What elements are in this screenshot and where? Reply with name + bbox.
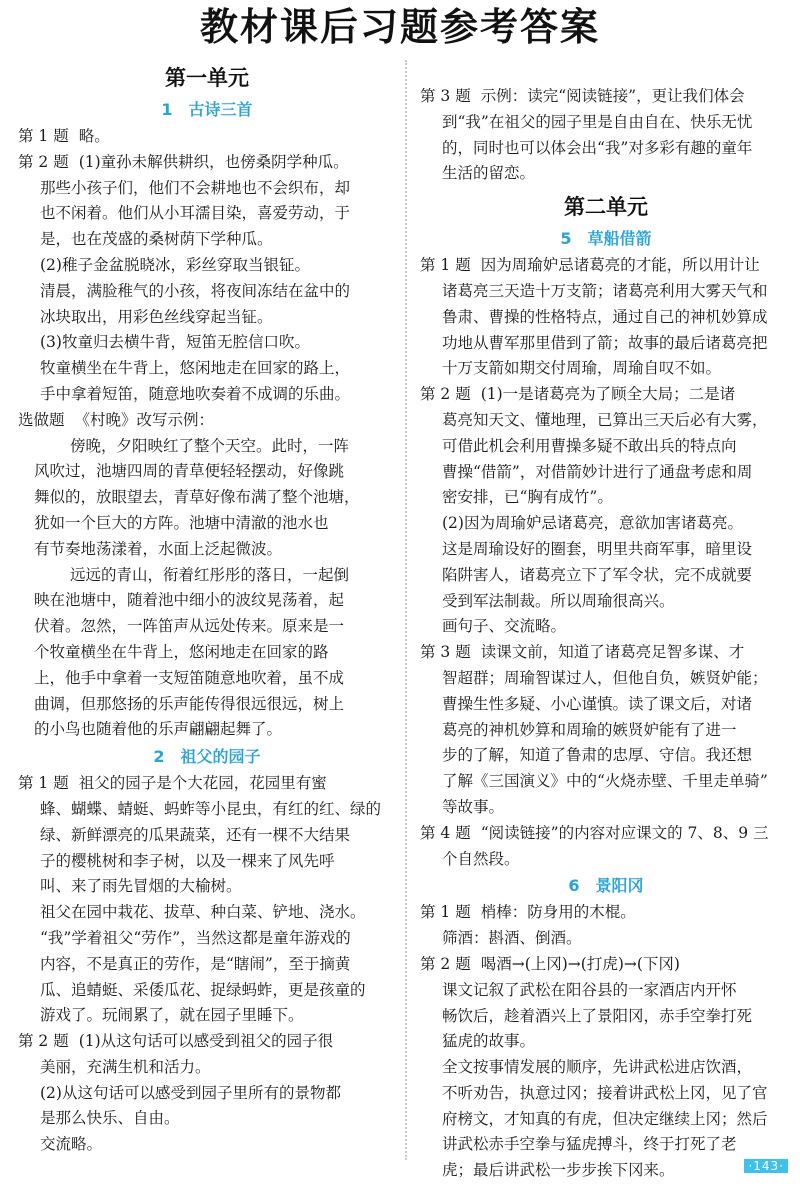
answer-line: 功地从曹军那里借到了箭；故事的最后诸葛亮把 xyxy=(442,333,768,352)
answer-line: 密安排，已“胸有成竹”。 xyxy=(442,488,613,507)
answer-text: 略。 xyxy=(78,127,110,145)
answer-line: 有节奏地荡漾着，水面上泛起微波。 xyxy=(34,539,283,558)
answer-line: 讲武松赤手空拳与猛虎搏斗，终于打死了老 xyxy=(442,1135,737,1154)
answer-line: 葛亮的神机妙算和周瑜的嫉贤妒能有了进一 xyxy=(442,720,737,739)
lesson1-question-1 xyxy=(18,124,396,150)
answer-line: 受到军法制裁。所以周瑜很高兴。 xyxy=(442,591,675,610)
lesson1-optional-question xyxy=(18,408,396,743)
answer-line: 是，也在茂盛的桑树荫下学种瓜。 xyxy=(40,230,273,249)
left-column xyxy=(18,58,396,1158)
lesson5-question-2 xyxy=(420,382,792,640)
question-label: 第 2 题 xyxy=(420,385,471,404)
answer-line: 可借此机会利用曹操多疑不敢出兵的特点向 xyxy=(442,436,737,455)
answer-line: 生活的留恋。 xyxy=(442,164,536,183)
answer-line: 府榜文，才知真的有虎，但决定继续上冈；然后 xyxy=(442,1109,768,1128)
lesson-title-1: 1 古诗三首 xyxy=(161,100,253,119)
answer-line: 画句子、交流略。 xyxy=(442,617,567,636)
column-divider xyxy=(405,60,407,1160)
answer-text: (1)童孙未解供耕织，也傍桑阴学种瓜。 xyxy=(78,152,349,171)
lesson-title-6: 6 景阳冈 xyxy=(568,876,644,896)
question-label: 第 1 题 xyxy=(18,774,69,793)
answer-line: 曹操生性多疑、小心谨慎。读了课文后，对诸 xyxy=(442,694,753,713)
answer-line: 个牧童横坐在牛背上，悠闲地走在回家的路 xyxy=(34,642,329,661)
answer-line: 全文按事情发展的顺序，先讲武松进店饮酒， xyxy=(442,1058,753,1077)
answer-line: 等故事。 xyxy=(442,797,505,816)
question-label: 第 3 题 xyxy=(420,87,471,105)
answer-line: 的，同时也可以体会出“我”对多彩有趣的童年 xyxy=(442,138,753,157)
question-label: 第 2 题 xyxy=(420,954,471,973)
question-label: 第 3 题 xyxy=(420,643,471,662)
page-number-badge: ·143· xyxy=(744,1159,788,1173)
answer-line: 畅饮后，趁着酒兴上了景阳冈，赤手空拳打死 xyxy=(442,1006,753,1025)
lesson-title-2: 2 祖父的园子 xyxy=(153,747,261,767)
answer-line: 游戏了。玩闹累了，就在园子里睡下。 xyxy=(40,1006,304,1025)
answer-line: 智超群；周瑜智谋过人，但他自负，嫉贤妒能； xyxy=(442,668,768,687)
answer-text: (1)从这句话可以感受到祖父的园子很 xyxy=(78,1032,334,1051)
answer-line: 绿、新鲜漂亮的瓜果蔬菜，还有一棵不大结果 xyxy=(40,825,351,844)
answer-line: 虎；最后讲武松一步步挨下冈来。 xyxy=(442,1161,675,1180)
question-label: 第 4 题 xyxy=(420,823,471,842)
question-label: 第 1 题 xyxy=(18,127,69,145)
unit-title-2: 第二单元 xyxy=(564,194,648,220)
answer-line: 冰块取出，用彩色丝线穿起当钲。 xyxy=(40,307,273,326)
answer-text: 祖父的园子是个大花园，花园里有蜜 xyxy=(78,774,327,793)
answer-line: 风吹过，池塘四周的青草便轻轻摆动，好像跳 xyxy=(34,462,345,481)
question-label: 第 2 题 xyxy=(18,152,69,171)
answer-text: 示例：读完“阅读链接”，更让我们体会 xyxy=(480,87,745,105)
question-label: 选做题 xyxy=(18,410,65,429)
question-label: 第 1 题 xyxy=(420,256,471,275)
answer-line: 也不闲着。他们从小耳濡目染，喜爱劳动，于 xyxy=(40,204,351,223)
answer-line: (2)稚子金盆脱晓冰，彩丝穿取当银钲。 xyxy=(40,255,310,274)
answer-line: 远远的青山，衔着红彤彤的落日，一起倒 xyxy=(70,565,350,584)
answer-line: 手中拿着短笛，随意地吹奏着不成调的乐曲。 xyxy=(40,384,351,403)
answer-line: 伏着。忽然，一阵笛声从远处传来。原来是一 xyxy=(34,617,345,636)
answer-line: 鲁肃、曹操的性格特点，通过自己的神机妙算成 xyxy=(442,307,768,326)
answer-line: 十万支箭如期交付周瑜，周瑜自叹不如。 xyxy=(442,359,722,378)
lesson6-question-2 xyxy=(420,952,792,1184)
answer-line: 是那么快乐、自由。 xyxy=(40,1109,180,1128)
lesson-title-5: 5 草船借箭 xyxy=(560,229,652,249)
lesson2-question-2 xyxy=(18,1029,396,1158)
page-title: 教材课后习题参考答案 xyxy=(199,4,600,49)
answer-line: 诸葛亮三天造十万支箭；诸葛亮利用大雾天气和 xyxy=(442,281,768,300)
answer-line: 曲调，但那悠扬的乐声能传得很远很远，树上 xyxy=(34,694,345,713)
answer-line: 傍晚，夕阳映红了整个天空。此时，一阵 xyxy=(70,436,350,455)
answer-line: 的小鸟也随着他的乐声翩翩起舞了。 xyxy=(34,720,283,739)
lesson5-question-3 xyxy=(420,640,792,821)
answer-line: 那些小孩子们，他们不会耕地也不会织布，却 xyxy=(40,178,351,197)
answer-line: 筛酒：斟酒、倒酒。 xyxy=(442,929,582,948)
lesson1-question-2 xyxy=(18,150,396,408)
lesson6-question-1 xyxy=(420,900,792,952)
question-label: 第 2 题 xyxy=(18,1032,69,1051)
answer-line: 子的樱桃树和李子树，以及一棵来了风先呼 xyxy=(40,851,335,870)
answer-line: 犹如一个巨大的方阵。池塘中清澈的池水也 xyxy=(34,513,329,532)
lesson5-question-4 xyxy=(420,821,792,873)
answer-line: 课文记叙了武松在阳谷县的一家酒店内开怀 xyxy=(442,980,737,999)
answer-line: 舞似的，放眼望去，青草好像布满了整个池塘， xyxy=(34,488,360,507)
answer-text: 因为周瑜妒忌诸葛亮的才能，所以用计让 xyxy=(480,256,760,275)
answer-line: (2)因为周瑜妒忌诸葛亮，意欲加害诸葛亮。 xyxy=(442,514,743,533)
right-column xyxy=(420,84,792,1184)
answer-line: 曹操“借箭”，对借箭妙计进行了通盘考虑和周 xyxy=(442,462,753,481)
question-label: 第 1 题 xyxy=(420,903,471,922)
answer-line: 这是周瑜设好的圈套，明里共商军事，暗里设 xyxy=(442,539,753,558)
answer-text: (1)一是诸葛亮为了顾全大局；二是诸 xyxy=(480,385,736,404)
answer-line: 叫、来了雨先冒烟的大榆树。 xyxy=(40,877,242,896)
answer-line: 清晨，满脸稚气的小孩，将夜间冻结在盆中的 xyxy=(40,281,351,300)
answer-text: 《村晚》改写示例： xyxy=(74,410,215,429)
answer-line: (3)牧童归去横牛背，短笛无腔信口吹。 xyxy=(40,333,310,352)
answer-line: 个自然段。 xyxy=(442,849,520,868)
answer-line: 映在池塘中，随着池中细小的波纹晃荡着，起 xyxy=(34,591,345,610)
answer-text: 喝酒→(上冈)→(打虎)→(下冈) xyxy=(480,954,680,973)
answer-line: 步的了解，知道了鲁肃的忠厚、守信。我还想 xyxy=(442,746,753,765)
answer-line: 陷阱害人，诸葛亮立下了军令状，完不成就要 xyxy=(442,565,753,584)
unit-title-1: 第一单元 xyxy=(165,65,249,90)
answer-line: 到“我”在祖父的园子里是自由自在、快乐无忧 xyxy=(442,112,753,131)
answer-line: 了解《三国演义》中的“火烧赤壁、千里走单骑” xyxy=(442,772,768,791)
answer-line: 蜂、蝴蝶、蜻蜓、蚂蚱等小昆虫，有红的红、绿的 xyxy=(40,799,382,818)
answer-text: “阅读链接”的内容对应课文的 7、8、9 三 xyxy=(480,823,769,842)
answer-line: (2)从这句话可以感受到园子里所有的景物都 xyxy=(40,1083,341,1102)
answer-text: 梢棒：防身用的木棍。 xyxy=(480,903,636,922)
lesson5-question-1 xyxy=(420,253,792,382)
answer-line: 葛亮知天文、懂地理，已算出三天后必有大雾， xyxy=(442,410,768,429)
lesson2-question-3 xyxy=(420,84,792,187)
answer-line: 美丽，充满生机和活力。 xyxy=(40,1057,211,1076)
answer-line: 交流略。 xyxy=(40,1135,103,1154)
lesson2-question-1 xyxy=(18,771,396,1029)
answer-line: 瓜、追蜻蜓、采倭瓜花、捉绿蚂蚱，更是孩童的 xyxy=(40,980,366,999)
answer-line: 内容，不是真正的劳作，是“瞎闹”，至于摘黄 xyxy=(40,954,351,973)
answer-line: 牧童横坐在牛背上，悠闲地走在回家的路上， xyxy=(40,359,351,378)
answer-text: 读课文前，知道了诸葛亮足智多谋、才 xyxy=(480,643,745,662)
answer-line: 猛虎的故事。 xyxy=(442,1032,536,1051)
answer-line: “我”学着祖父“劳作”，当然这都是童年游戏的 xyxy=(40,928,351,947)
answer-line: 不听劝告，执意过冈；接着讲武松上冈，见了官 xyxy=(442,1083,768,1102)
answer-line: 上，他手中拿着一支短笛随意地吹着，虽不成 xyxy=(34,668,345,687)
answer-line: 祖父在园中栽花、拔草、种白菜、铲地、浇水。 xyxy=(40,903,366,922)
